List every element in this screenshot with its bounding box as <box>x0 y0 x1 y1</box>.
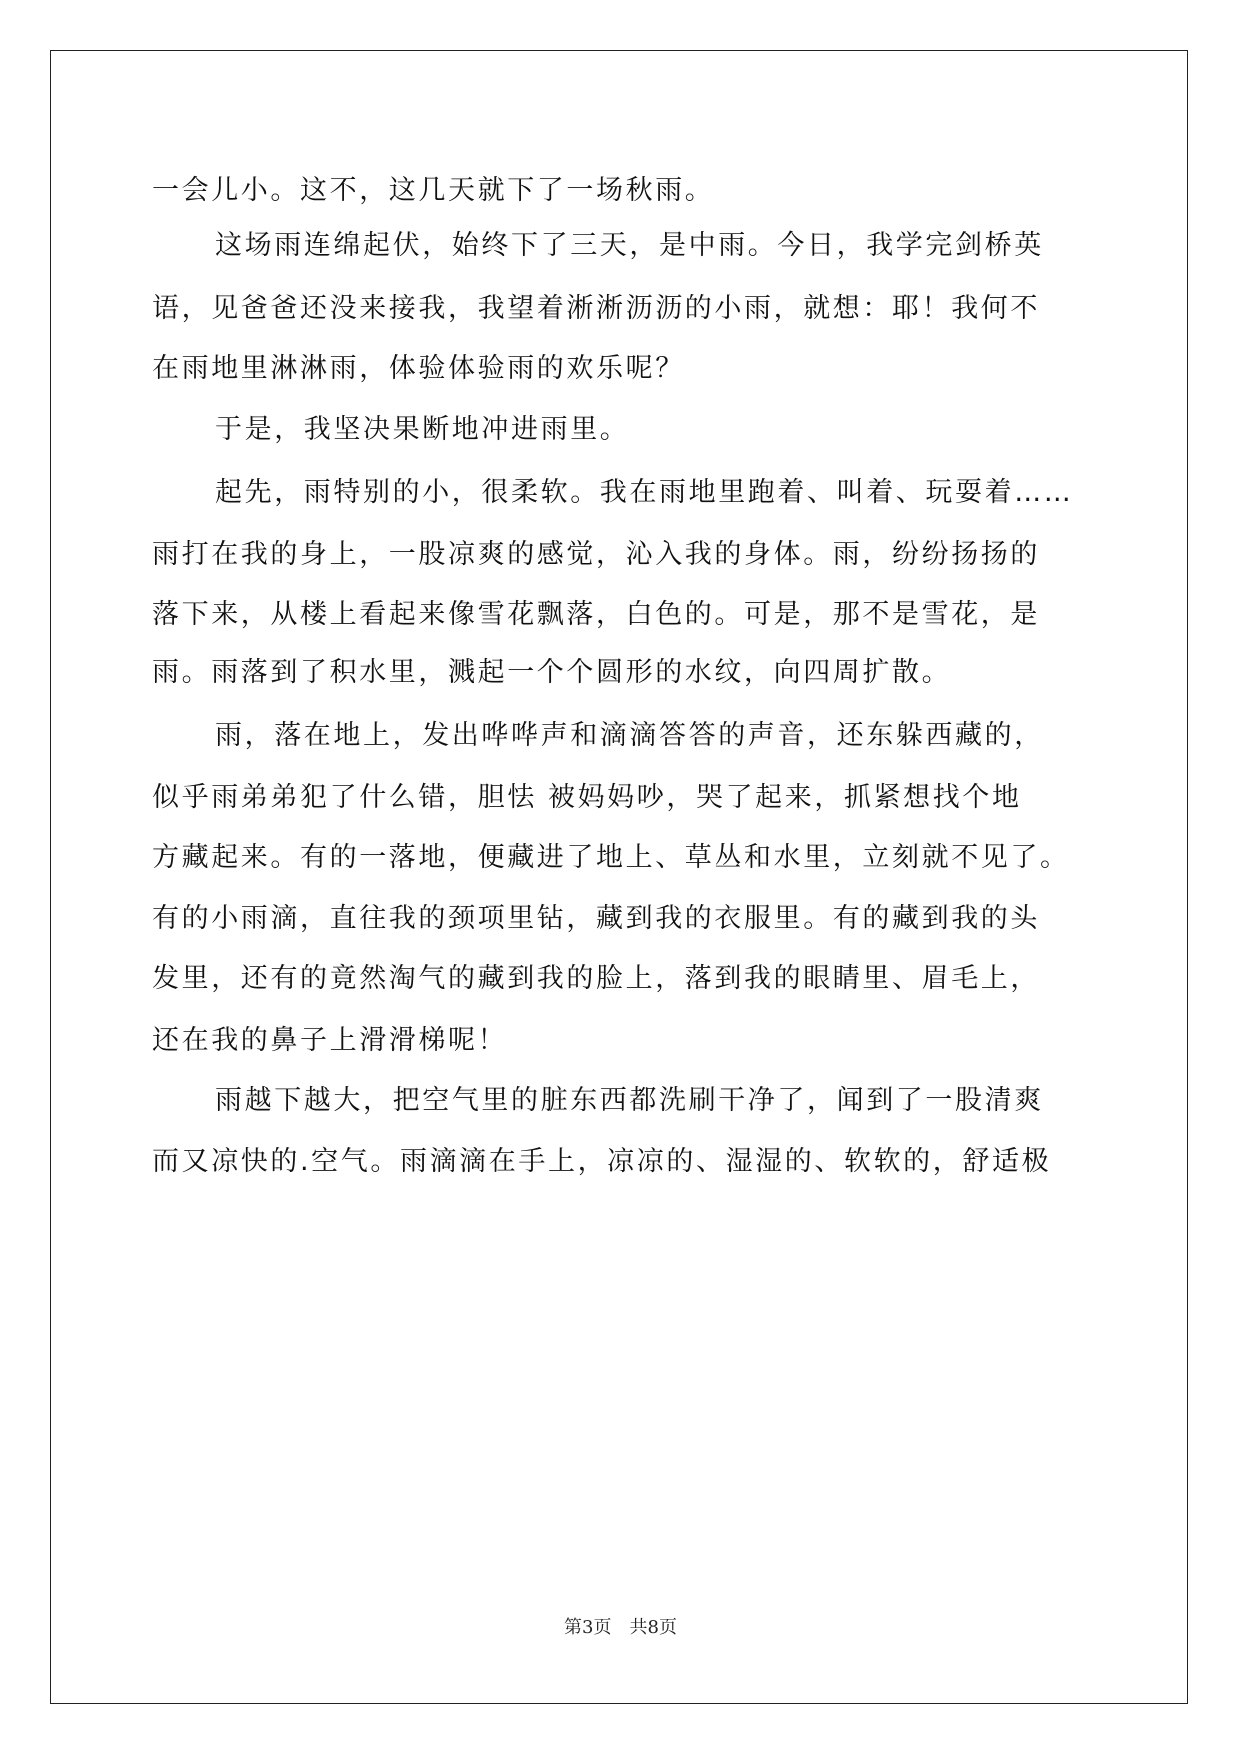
paragraph-line: 发里，还有的竟然淘气的藏到我的脸上，落到我的眼睛里、眉毛上， <box>152 963 1040 994</box>
paragraph-line: 雨。雨落到了积水里，溅起一个个圆形的水纹，向四周扩散。 <box>152 657 952 688</box>
paragraph-line: 雨越下越大，把空气里的脏东西都洗刷干净了，闻到了一股清爽 <box>215 1085 1044 1116</box>
paragraph-line: 方藏起来。有的一落地，便藏进了地上、草丛和水里，立刻就不见了。 <box>152 842 1070 873</box>
current-page-label: 第3页 <box>564 1617 612 1638</box>
paragraph-line: 落下来，从楼上看起来像雪花飘落，白色的。可是，那不是雪花，是 <box>152 599 1040 630</box>
paragraph-line: 有的小雨滴，直往我的颈项里钻，藏到我的衣服里。有的藏到我的头 <box>152 903 1040 934</box>
paragraph-line: 语，见爸爸还没来接我，我望着淅淅沥沥的小雨，就想：耶！我何不 <box>152 293 1040 324</box>
paragraph-line: 还在我的鼻子上滑滑梯呢！ <box>152 1025 508 1056</box>
page-footer <box>0 1613 1241 1639</box>
paragraph-line: 在雨地里淋淋雨，体验体验雨的欢乐呢？ <box>152 353 685 384</box>
paragraph-line: 而又凉快的.空气。雨滴滴在手上，凉凉的、湿湿的、软软的，舒适极 <box>152 1146 1052 1177</box>
paragraph-line: 于是，我坚决果断地冲进雨里。 <box>215 414 630 445</box>
paragraph-line: 起先，雨特别的小，很柔软。我在雨地里跑着、叫着、玩耍着…… <box>215 477 1074 508</box>
paragraph-line: 雨打在我的身上，一股凉爽的感觉，沁入我的身体。雨，纷纷扬扬的 <box>152 539 1040 570</box>
paragraph-line: 似乎雨弟弟犯了什么错，胆怯 被妈妈吵，哭了起来，抓紧想找个地 <box>152 782 1022 813</box>
paragraph-line: 雨，落在地上，发出哗哗声和滴滴答答的声音，还东躲西藏的， <box>215 720 1044 751</box>
paragraph-line: 这场雨连绵起伏，始终下了三天，是中雨。今日，我学完剑桥英 <box>215 230 1044 261</box>
total-pages-label: 共8页 <box>629 1617 677 1638</box>
paragraph-line: 一会儿小。这不，这几天就下了一场秋雨。 <box>152 175 715 206</box>
